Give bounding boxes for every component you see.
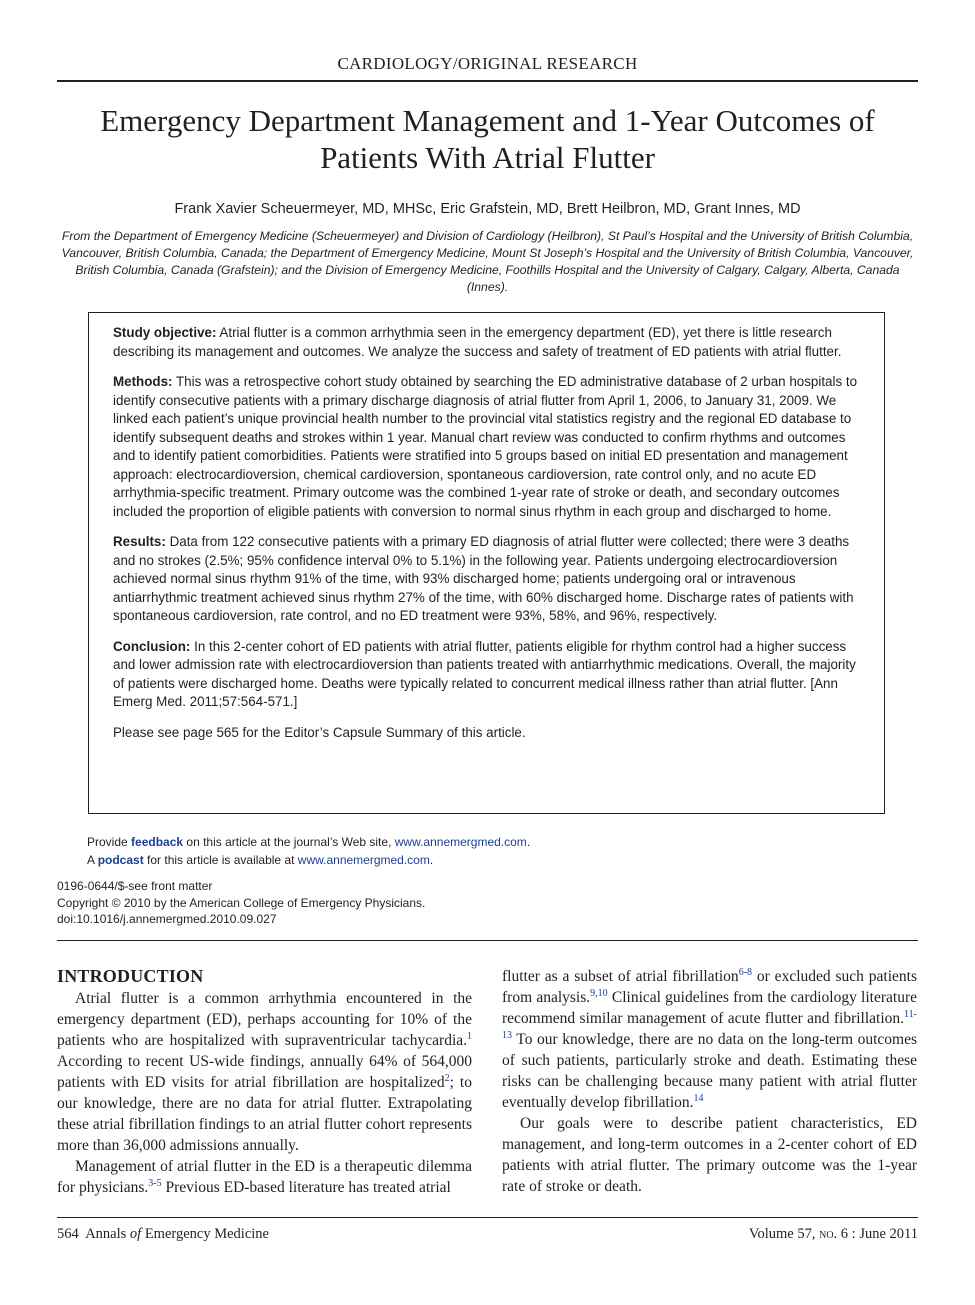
body-column-left bbox=[57, 966, 472, 1198]
paragraph-text: To our knowledge, there are no data on the long-term outcomes of such patients, particularly stroke and death. Estimating these risks can be challenging because many patient with atrial flutter eventually develop fibrillation. bbox=[502, 1031, 917, 1111]
journal-name-part: Emergency Medicine bbox=[144, 1226, 269, 1242]
issn: 0196-0644/$-see front matter bbox=[57, 879, 213, 893]
abstract-objective-label: Study objective: bbox=[113, 325, 217, 340]
abstract-methods-label: Methods: bbox=[113, 374, 173, 389]
header-rule bbox=[57, 80, 918, 82]
abstract-conclusion bbox=[113, 638, 865, 712]
paragraph bbox=[502, 966, 917, 1113]
podcast-website-link[interactable]: www.annemergmed.com bbox=[297, 852, 430, 867]
paragraph bbox=[57, 988, 472, 1156]
abstract-methods bbox=[113, 373, 865, 521]
copyright: Copyright © 2010 by the American College of Emergency Physicians. bbox=[57, 895, 426, 910]
footer-separator: : bbox=[851, 1226, 856, 1242]
journal-name-of: of bbox=[129, 1226, 142, 1242]
abstract bbox=[113, 324, 865, 754]
paragraph-text: Management of atrial flutter in the ED is a therapeutic dilemma for physicians. bbox=[57, 1158, 472, 1196]
abstract-results bbox=[113, 533, 865, 626]
abstract-conclusion-text: In this 2-center cohort of ED patients with atrial flutter, patients eligible for rhythm control had a higher success and lower admission rate with electrocardioversion than patients treated with antiarrhythmic medications. Overall, the majority of patients were discharged home. Deaths were typically related to concurrent medical illness rather than atrial flutter. [Ann Emerg Med. 2011;57:564-571.] bbox=[113, 638, 856, 709]
podcast-link[interactable]: podcast bbox=[97, 852, 144, 867]
body-divider bbox=[57, 940, 918, 941]
abstract-results-label: Results: bbox=[113, 534, 166, 549]
footer-rule bbox=[57, 1217, 918, 1218]
abstract-methods-text: This was a retrospective cohort study obtained by searching the ED administrative database of 2 urban hospitals to identify consecutive patients with a primary discharge diagnosis of atrial flutter from April 1, 2006, to January 31, 2009. We linked each patient’s unique provincial health number to the provincial vital statistics registry and the regional ED database to identify subsequent deaths and strokes within 1 year. Manual chart review was conducted to confirm rhythms and outcomes and to identify patient comorbidities. Patients were stratified into 5 groups based on initial ED presentation and management approach: electrocardioversion, chemical cardioversion, spontaneous cardioversion, rate control only, and no acute ED arrhythmia-specific treatment. Primary outcome was the combined 1-year rate of stroke or death, and secondary outcomes included the proportion of eligible patients with conversion to normal sinus rhythm in each group and discharged to home. bbox=[113, 374, 858, 519]
feedback-line-end: . bbox=[526, 835, 531, 849]
feedback-line bbox=[87, 834, 907, 852]
feedback-link[interactable]: feedback bbox=[131, 835, 184, 849]
podcast-line-end: . bbox=[429, 852, 434, 867]
issue-date: June 2011 bbox=[859, 1226, 918, 1242]
footer-left bbox=[57, 1226, 269, 1243]
citation[interactable]: 1 bbox=[467, 1030, 472, 1042]
citation[interactable]: 14 bbox=[693, 1092, 704, 1104]
paragraph-text: ; to our knowledge, there are no data for atrial flutter. Extrapolating these atrial fibrillation findings to an atrial flutter cohort represents more than 36,000 admissions annually. bbox=[57, 1074, 472, 1154]
volume: Volume 57, bbox=[748, 1226, 816, 1242]
section-header: CARDIOLOGY/ORIGINAL RESEARCH bbox=[337, 54, 638, 73]
journal-website-link[interactable]: www.annemergmed.com bbox=[394, 835, 527, 849]
feedback-line-prefix: Provide bbox=[87, 835, 128, 849]
section-heading-introduction: INTRODUCTION bbox=[57, 966, 204, 986]
paragraph-text: According to recent US-wide findings, annually 64% of 564,000 patients with ED visits for atrial fibrillation are hospitalized bbox=[57, 1053, 472, 1091]
paragraph-text: Previous ED-based literature has treated atrial bbox=[161, 1179, 451, 1196]
author-list: Frank Xavier Scheuermeyer, MD, MHSc, Eric Grafstein, MD, Brett Heilbron, MD, Grant Innes, MD bbox=[174, 201, 801, 217]
podcast-line bbox=[87, 852, 907, 870]
paragraph-text: Clinical guidelines from the cardiology literature recommend similar management of acute flutter and fibrillation. bbox=[502, 989, 917, 1027]
podcast-line-prefix: A bbox=[87, 852, 95, 867]
abstract-conclusion-label: Conclusion: bbox=[113, 638, 191, 654]
journal-name-part: Annals bbox=[85, 1226, 127, 1242]
doi: doi:10.1016/j.annemergmed.2010.09.027 bbox=[57, 912, 277, 926]
front-matter bbox=[57, 878, 657, 928]
podcast-line-text: for this article is available at bbox=[147, 852, 295, 867]
citation[interactable]: 6-8 bbox=[738, 966, 753, 978]
abstract-objective bbox=[113, 324, 865, 361]
citation[interactable]: 9,10 bbox=[590, 987, 608, 999]
article-title: Emergency Department Management and 1-Year Outcomes of Patients With Atrial Flutter bbox=[100, 103, 875, 175]
author-affiliations: From the Department of Emergency Medicine (Scheuermeyer) and Division of Cardiology (Heilbron), St Paul’s Hospital and the University of British Columbia, Vancouver, British Columbia, Canada; the Department of Emergency Medicine, Mount St Joseph’s Hospital and the University of British Columbia, Vancouver, British Columbia, Canada (Grafstein); and the Division of Emergency Medicine, Foothills Hospital and the University of Calgary, Calgary, Alberta, Canada (Innes). bbox=[61, 229, 914, 294]
paragraph bbox=[57, 1156, 472, 1198]
issue-number: no. 6 bbox=[819, 1226, 849, 1242]
citation[interactable]: 3-5 bbox=[148, 1177, 162, 1189]
paragraph-text: flutter as a subset of atrial fibrillation bbox=[502, 968, 739, 985]
page-number: 564 bbox=[57, 1226, 79, 1242]
abstract-results-text: Data from 122 consecutive patients with a primary ED diagnosis of atrial flutter were collected; there were 3 deaths and no strokes (2.5%; 95% confidence interval 0% to 5.1%) in the following year. Patients undergoing electrocardioversion achieved normal sinus rhythm 91% of the time, with 93% discharged home; patients undergoing oral or intravenous antiarrhythmic treatment achieved sinus rhythm 27% of the time, with 60% discharged home. Discharge rates of patients with spontaneous cardioversion, rate control, and no ED treatment were 93%, 58%, and 96%, respectively. bbox=[113, 534, 854, 623]
body-column-right bbox=[502, 966, 917, 1197]
feedback-line-text: on this article at the journal’s Web site, bbox=[186, 835, 392, 849]
paragraph: Our goals were to describe patient characteristics, ED management, and long-term outcomes in a 2-center cohort of ED patients with atrial flutter. The primary outcome was the 1-year rate of stroke or death. bbox=[502, 1115, 917, 1195]
citation[interactable]: 2 bbox=[444, 1072, 450, 1084]
article-links bbox=[87, 834, 907, 869]
paragraph-text: or excluded such patients from analysis. bbox=[502, 968, 917, 1006]
citation[interactable]: 11-13 bbox=[502, 1008, 917, 1041]
capsule-summary-note: Please see page 565 for the Editor’s Capsule Summary of this article. bbox=[113, 724, 526, 740]
paragraph-text: Atrial flutter is a common arrhythmia encountered in the emergency department (ED), perhaps accounting for 10% of the patients who are hospitalized with supraventricular tachycardia. bbox=[57, 990, 472, 1049]
abstract-objective-text: Atrial flutter is a common arrhythmia seen in the emergency department (ED), yet there is little research describing its management and outcomes. We analyze the success and safety of treatment of ED patients with atrial flutter. bbox=[113, 325, 842, 359]
footer-right bbox=[749, 1226, 918, 1243]
